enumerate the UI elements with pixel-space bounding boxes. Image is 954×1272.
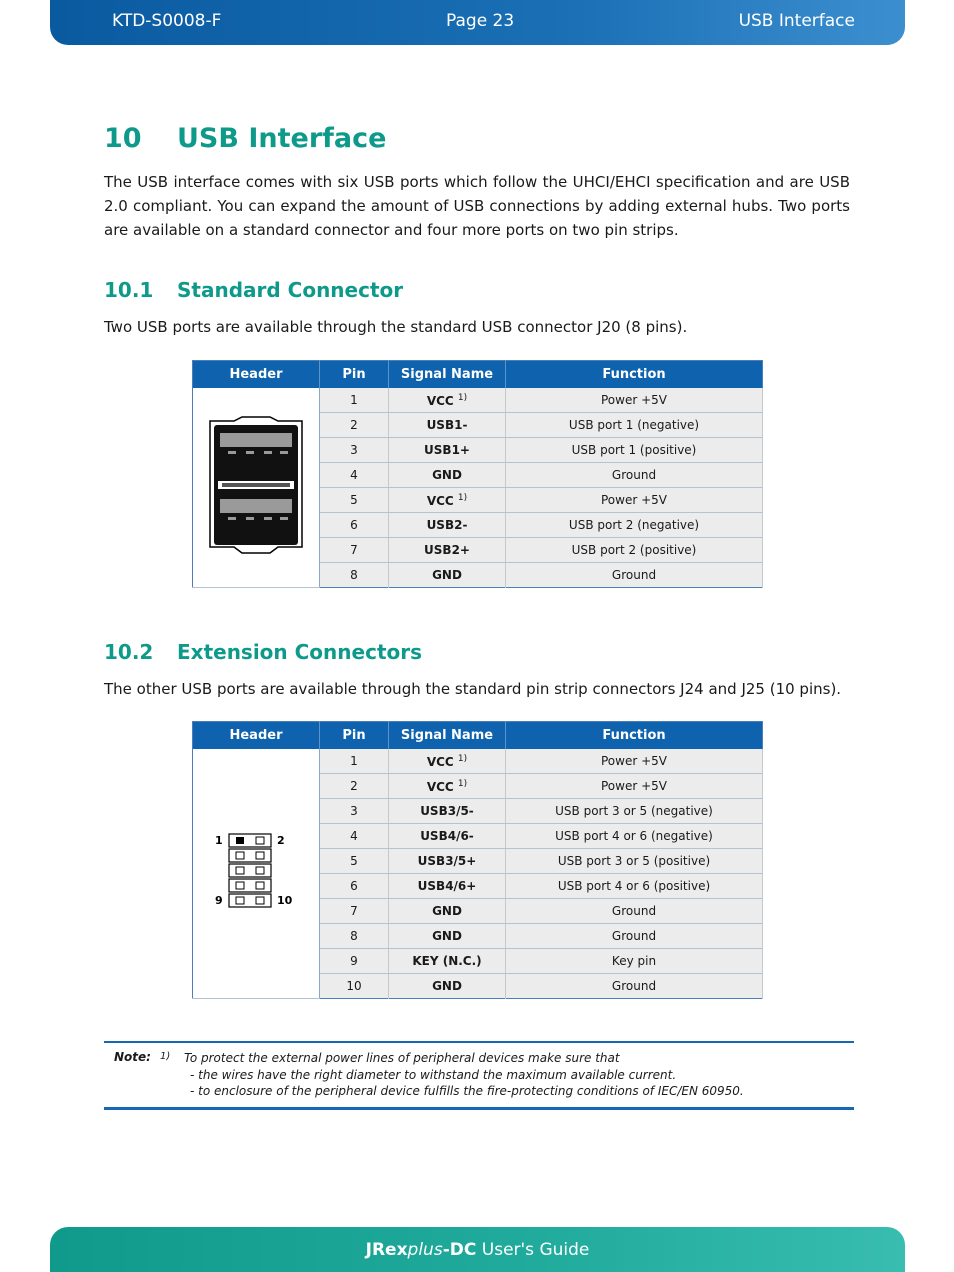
function-cell: USB port 1 (negative) <box>506 413 763 438</box>
signal-name: VCC <box>426 393 454 408</box>
signal-cell <box>389 388 506 413</box>
footnote-box <box>104 1041 854 1110</box>
signal-cell <box>389 774 506 799</box>
function-cell: Ground <box>506 924 763 949</box>
signal-cell <box>389 563 506 588</box>
pin-cell: 9 <box>320 949 389 974</box>
note-line: - to enclosure of the peripheral device fulfills the fire-protecting conditions of IEC/EN 60950. <box>190 1084 744 1098</box>
footer-brand-italic: plus <box>407 1240 443 1260</box>
pin-cell: 7 <box>320 538 389 563</box>
signal-cell <box>389 438 506 463</box>
signal-name: GND <box>432 929 462 943</box>
section-title: Standard Connector <box>177 278 404 302</box>
signal-name: USB3/5+ <box>417 854 477 868</box>
note-ref: 1) <box>160 1051 171 1062</box>
header-section: USB Interface <box>738 11 855 31</box>
signal-cell <box>389 849 506 874</box>
section-number: 10.2 <box>104 640 154 664</box>
pin-cell: 10 <box>320 974 389 999</box>
col-function: Function <box>506 722 763 750</box>
footnote-ref: 1) <box>457 392 468 403</box>
col-pin: Pin <box>320 361 389 389</box>
function-cell: USB port 4 or 6 (negative) <box>506 824 763 849</box>
function-cell: Power +5V <box>506 388 763 413</box>
note-line: To protect the external power lines of peripheral devices make sure that <box>184 1051 620 1065</box>
pin-cell: 5 <box>320 488 389 513</box>
pin-cell: 8 <box>320 563 389 588</box>
col-signal: Signal Name <box>389 361 506 389</box>
section2-text: The other USB ports are available through the standard pin strip connectors J24 and J25 (10 pins). <box>104 680 842 698</box>
col-function: Function <box>506 361 763 389</box>
function-cell: USB port 3 or 5 (positive) <box>506 849 763 874</box>
svg-text:10: 10 <box>277 894 293 907</box>
signal-cell <box>389 463 506 488</box>
function-cell: USB port 2 (negative) <box>506 513 763 538</box>
pin-cell: 1 <box>320 749 389 774</box>
pin-cell: 8 <box>320 924 389 949</box>
function-cell: USB port 3 or 5 (negative) <box>506 799 763 824</box>
signal-cell <box>389 749 506 774</box>
signal-name: GND <box>432 568 462 582</box>
usb-connector-icon <box>204 415 308 557</box>
section-heading-2 <box>104 640 422 664</box>
svg-text:1: 1 <box>215 834 223 847</box>
signal-name: VCC <box>426 493 454 508</box>
page-number: Page 23 <box>446 11 515 31</box>
note-line: - the wires have the right diameter to withstand the maximum available current. <box>190 1068 677 1082</box>
signal-name: USB4/6- <box>420 829 474 843</box>
svg-text:2: 2 <box>277 834 285 847</box>
signal-cell <box>389 949 506 974</box>
signal-name: USB3/5- <box>420 804 474 818</box>
signal-cell <box>389 924 506 949</box>
footer-title <box>50 1240 905 1260</box>
pin-cell: 7 <box>320 899 389 924</box>
table-row <box>193 388 763 413</box>
signal-name: GND <box>432 904 462 918</box>
signal-name: GND <box>432 468 462 482</box>
function-cell: Ground <box>506 974 763 999</box>
chapter-number: 10 <box>104 123 142 154</box>
col-pin: Pin <box>320 722 389 750</box>
signal-name: VCC <box>426 754 454 769</box>
footnote-ref: 1) <box>457 753 468 764</box>
function-cell: Power +5V <box>506 774 763 799</box>
signal-cell <box>389 974 506 999</box>
footer-brand-suffix: -DC <box>442 1240 477 1260</box>
signal-cell <box>389 488 506 513</box>
function-cell: Ground <box>506 899 763 924</box>
signal-cell <box>389 538 506 563</box>
intro-paragraph: The USB interface comes with six USB ports which follow the UHCI/EHCI specification and are USB 2.0 compliant. You can expand the amount of USB connections by adding external hubs. Two ports are available on a standard connector and four more ports on two pin strips. <box>104 173 850 239</box>
signal-name: USB4/6+ <box>417 879 477 893</box>
signal-cell <box>389 799 506 824</box>
doc-id: KTD-S0008-F <box>112 11 222 31</box>
note-label: Note: <box>114 1050 151 1064</box>
function-cell: Power +5V <box>506 749 763 774</box>
function-cell: USB port 4 or 6 (positive) <box>506 874 763 899</box>
standard-connector-table <box>192 360 763 588</box>
signal-name: GND <box>432 979 462 993</box>
signal-name: VCC <box>426 779 454 794</box>
pin-cell: 4 <box>320 463 389 488</box>
pin-cell: 5 <box>320 849 389 874</box>
pin-cell: 6 <box>320 513 389 538</box>
pin-cell: 2 <box>320 413 389 438</box>
pin-cell: 2 <box>320 774 389 799</box>
footer-brand: JRex <box>365 1240 408 1260</box>
signal-name: KEY (N.C.) <box>412 954 482 968</box>
signal-cell <box>389 513 506 538</box>
section-title: Extension Connectors <box>177 640 423 664</box>
signal-cell <box>389 413 506 438</box>
function-cell: USB port 2 (positive) <box>506 538 763 563</box>
function-cell: Ground <box>506 563 763 588</box>
footnote-ref: 1) <box>457 778 468 789</box>
pin-cell: 6 <box>320 874 389 899</box>
pin-cell: 3 <box>320 438 389 463</box>
footnote-ref: 1) <box>457 492 468 503</box>
pin-cell: 3 <box>320 799 389 824</box>
connector-diagram <box>193 749 320 999</box>
chapter-title: USB Interface <box>177 123 387 154</box>
pin-cell: 4 <box>320 824 389 849</box>
col-header: Header <box>193 361 320 389</box>
signal-name: USB1- <box>426 418 468 432</box>
table-row <box>193 749 763 774</box>
signal-cell <box>389 824 506 849</box>
section-number: 10.1 <box>104 278 154 302</box>
connector-diagram <box>193 388 320 588</box>
section-heading-1 <box>104 278 403 302</box>
extension-connector-table <box>192 721 763 999</box>
page-title <box>104 123 386 154</box>
pin-strip-icon <box>211 832 301 912</box>
signal-cell <box>389 874 506 899</box>
function-cell: Ground <box>506 463 763 488</box>
pin-cell: 1 <box>320 388 389 413</box>
function-cell: Key pin <box>506 949 763 974</box>
page-header <box>50 0 905 45</box>
col-signal: Signal Name <box>389 722 506 750</box>
page-footer <box>50 1227 905 1272</box>
svg-text:9: 9 <box>215 894 223 907</box>
footer-text: User's Guide <box>476 1240 590 1260</box>
col-header: Header <box>193 722 320 750</box>
section1-text: Two USB ports are available through the standard USB connector J20 (8 pins). <box>104 318 688 336</box>
function-cell: Power +5V <box>506 488 763 513</box>
signal-name: USB2- <box>426 518 468 532</box>
signal-name: USB1+ <box>424 443 470 457</box>
signal-cell <box>389 899 506 924</box>
function-cell: USB port 1 (positive) <box>506 438 763 463</box>
signal-name: USB2+ <box>424 543 470 557</box>
